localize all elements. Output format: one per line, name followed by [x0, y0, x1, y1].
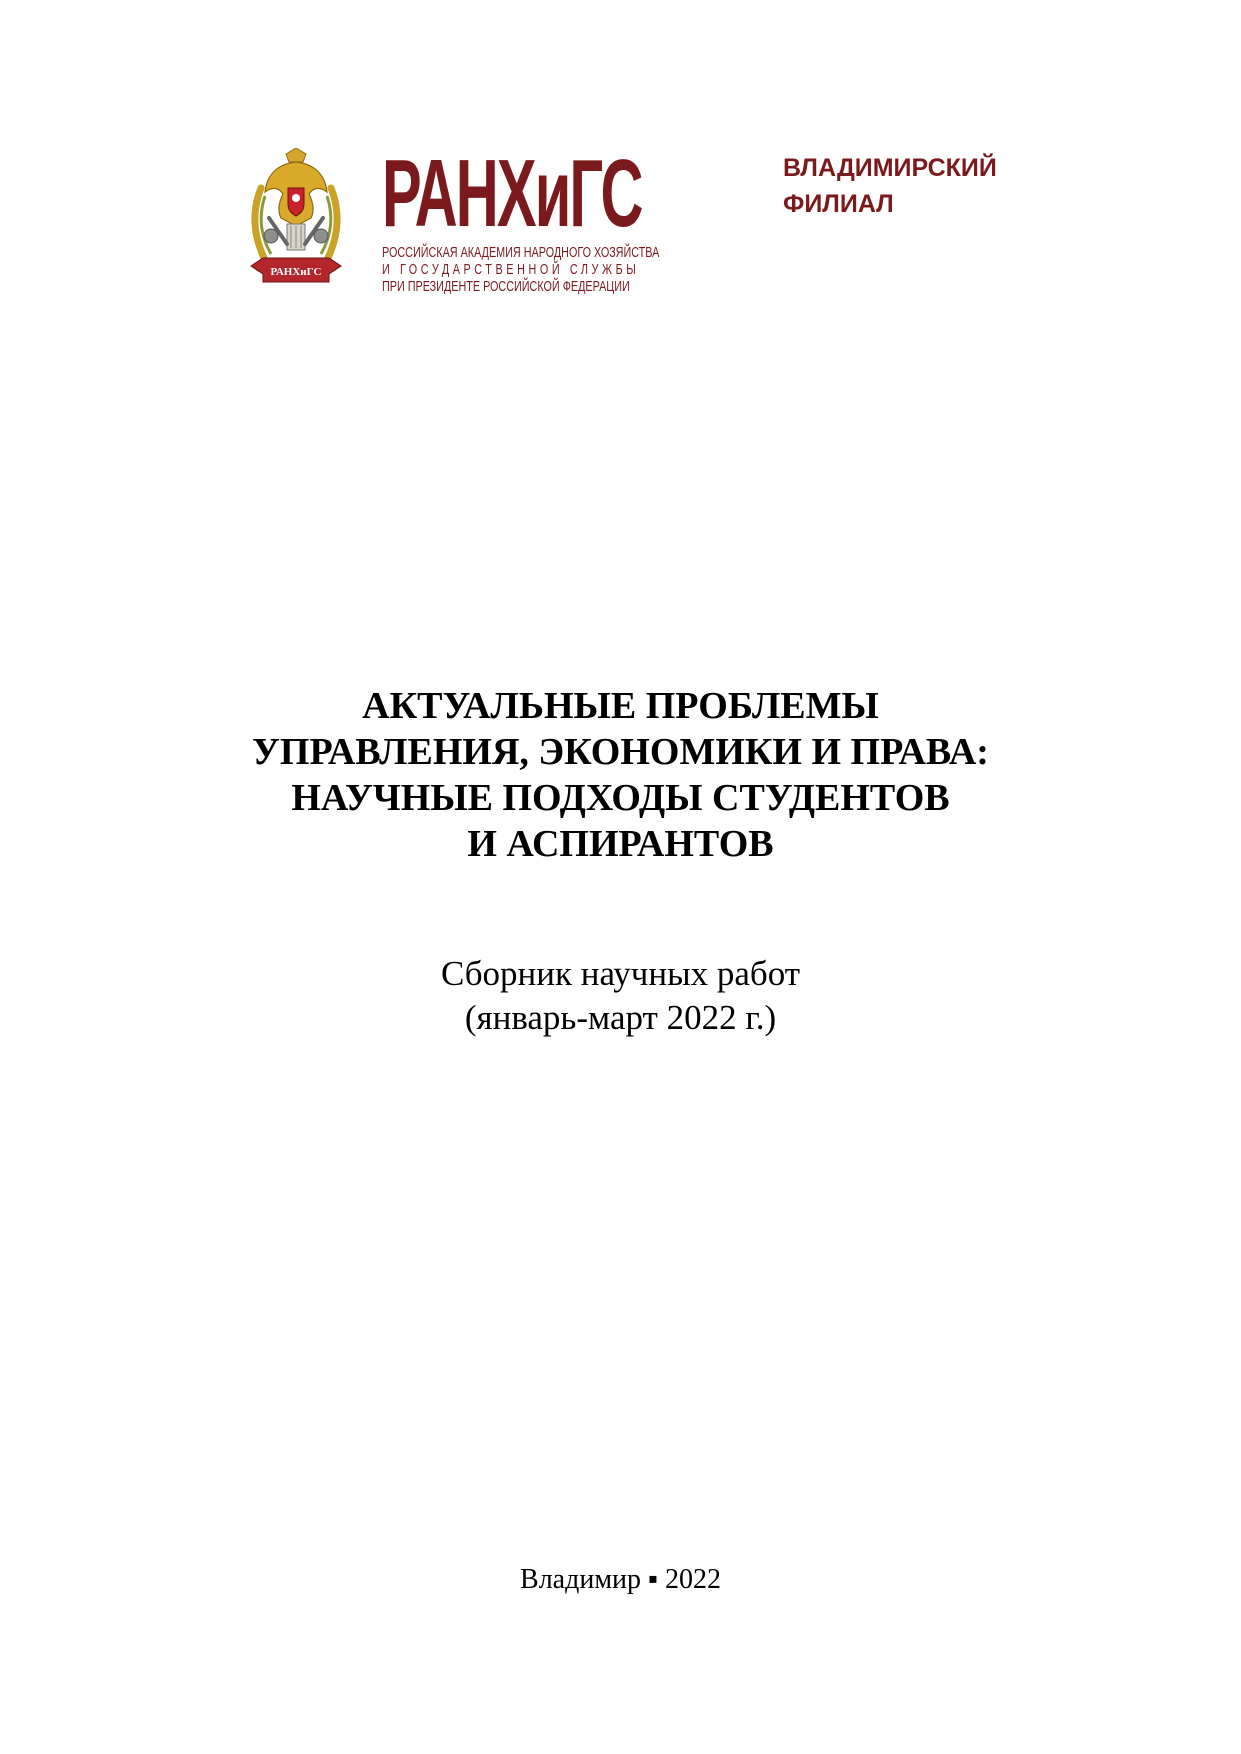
logo-subtitle-line3: ПРИ ПРЕЗИДЕНТЕ РОССИЙСКОЙ ФЕДЕРАЦИИ [382, 278, 630, 295]
logo-subtitle-line1: РОССИЙСКАЯ АКАДЕМИЯ НАРОДНОГО ХОЗЯЙСТВА [382, 244, 660, 261]
academy-emblem-icon [243, 148, 349, 290]
logo-subtitle-line2: И ГОСУДАРСТВЕННОЙ СЛУЖБЫ [382, 261, 640, 278]
branch-line1: ВЛАДИМИРСКИЙ [783, 154, 997, 182]
academy-logo [382, 140, 694, 295]
subtitle-line1: Сборник научных работ [440, 954, 801, 993]
logo-wordmark: РАНХиГС [382, 140, 642, 247]
place-and-year: Владимир ▪ 2022 [520, 1564, 721, 1595]
branch-line2: ФИЛИАЛ [783, 190, 894, 218]
title-line4: И АСПИРАНТОВ [467, 823, 774, 865]
document-subtitle [0, 952, 1241, 1040]
title-line1: АКТУАЛЬНЫЕ ПРОБЛЕМЫ [362, 685, 879, 727]
subtitle-line2: (январь-март 2022 г.) [464, 998, 777, 1037]
document-title [0, 683, 1241, 867]
emblem-ribbon-text: РАНХиГС [270, 266, 322, 278]
branch-name [783, 150, 997, 222]
title-line2: УПРАВЛЕНИЯ, ЭКОНОМИКИ И ПРАВА: [252, 731, 989, 773]
title-line3: НАУЧНЫЕ ПОДХОДЫ СТУДЕНТОВ [291, 777, 950, 819]
